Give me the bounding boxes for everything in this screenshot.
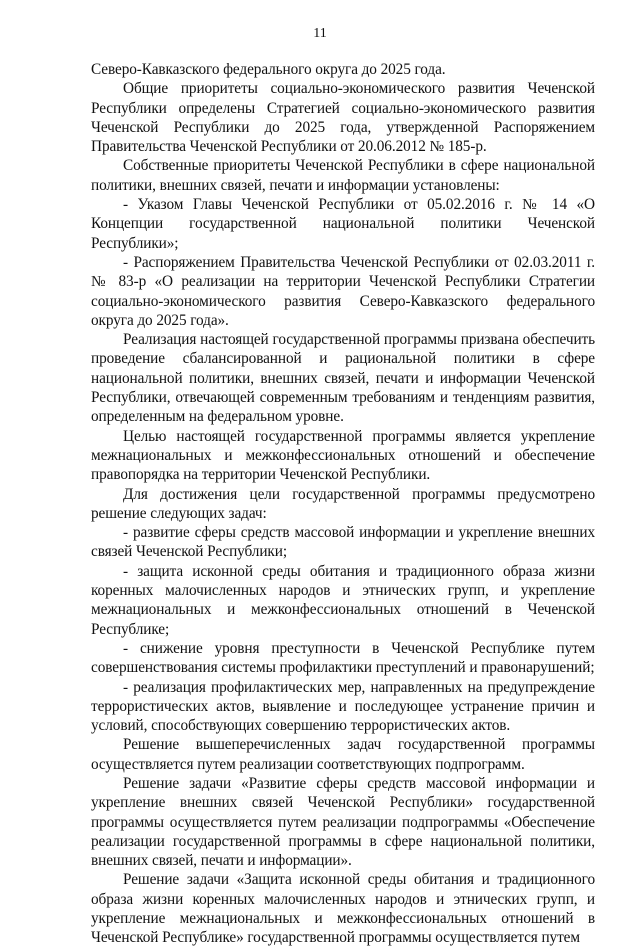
list-item: - снижение уровня преступности в Чеченской Республике путем совершенствования системы профилактики преступлений и правонарушений;	[91, 639, 595, 677]
paragraph: Решение задачи «Защита исконной среды обитания и традиционного образа жизни коренных малочисленных народов и этнических групп, и укрепление межнациональных и межконфессиональных отношений в Чеченской Республике» государственной программы осуществляется путем	[91, 871, 595, 947]
paragraph: Северо-Кавказского федерального округа до 2025 года.	[91, 61, 446, 78]
list-item: - реализация профилактических мер, направленных на предупреждение террористических актов, выявление и последующее устранение причин и условий, способствующих совершению террористических актов.	[91, 678, 595, 735]
list-item: - Указом Главы Чеченской Республики от 05.02.2016 г. № 14 «О Концепции государственной национальной политики Чеченской Республики»;	[91, 196, 595, 252]
paragraph: Для достижения цели государственной программы предусмотрено решение следующих задач:	[91, 485, 595, 522]
document-body	[91, 60, 595, 948]
page-number: 11	[313, 26, 327, 41]
paragraph: Решение вышеперечисленных задач государственной программы осуществляется путем реализации соответствующих подпрограмм.	[91, 736, 595, 773]
list-item: - развитие сферы средств массовой информации и укрепление внешних связей Чеченской Республики;	[91, 524, 595, 561]
paragraph: Общие приоритеты социально-экономического развития Чеченской Республики определены Стратегией социально-экономического развития Чеченской Республики до 2025 года, утвержденной Распоряжением Правительства Чеченской Республики от 20.06.2012 № 185-р.	[91, 80, 595, 156]
list-item: - защита исконной среды обитания и традиционного образа жизни коренных малочисленных народов и этнических групп, и укрепление межнациональных и межконфессиональных отношений в Чеченской Республике;	[91, 562, 595, 638]
paragraph: Решение задачи «Развитие сферы средств массовой информации и укрепление внешних связей Чеченской Республики» государственной программы осуществляется путем реализации подпрограммы «Обеспечение реализации государственной программы в сфере национальной политики, внешних связей, печати и информации».	[91, 774, 595, 870]
paragraph: Целью настоящей государственной программы является укрепление межнациональных и межконфессиональных отношений и обеспечение правопорядка на территории Чеченской Республики.	[91, 427, 595, 484]
paragraph: Реализация настоящей государственной программы призвана обеспечить проведение сбалансированной и рациональной политики в сфере национальной политики, внешних связей, печати и информации Чеченской Республики, отвечающей современным требованиям и тенденциям развития, определенным на федеральном уровне.	[91, 331, 595, 426]
paragraph: Собственные приоритеты Чеченской Республики в сфере национальной политики, внешних связей, печати и информации установлены:	[91, 157, 595, 194]
list-item: - Распоряжением Правительства Чеченской Республики от 02.03.2011 г. № 83-р «О реализации на территории Чеченской Республики Стратегии социально-экономического развития Северо-Кавказского федерального округа до 2025 года».	[91, 253, 595, 329]
